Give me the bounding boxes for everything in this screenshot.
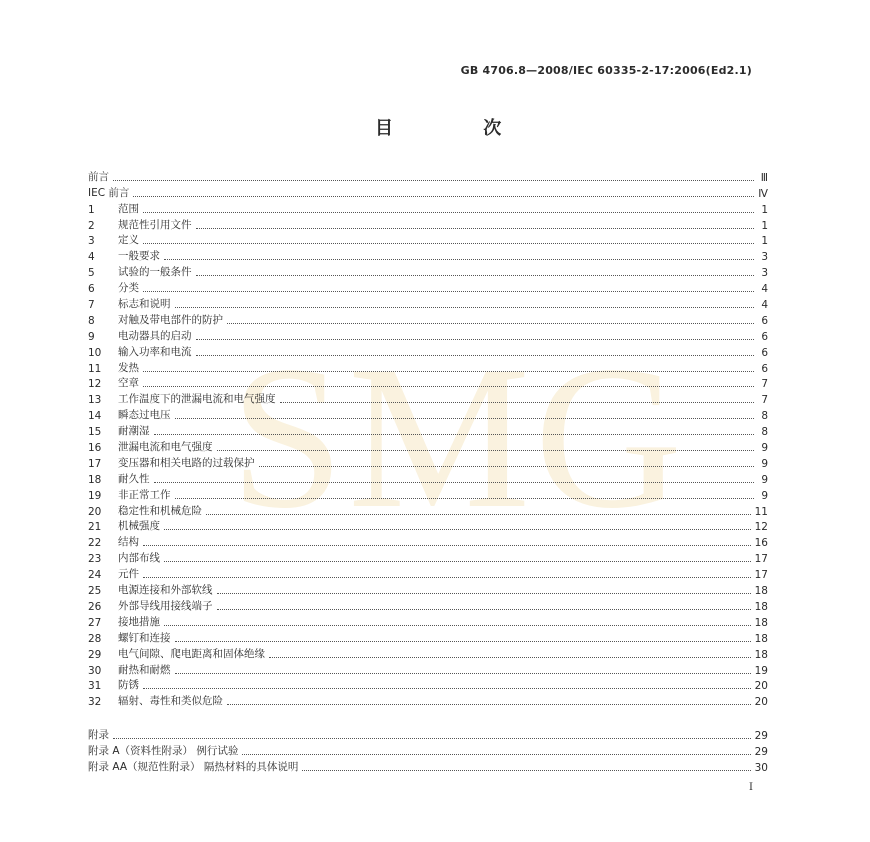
toc-leader-dots <box>143 545 751 546</box>
toc-entry-page: 18 <box>754 585 768 598</box>
toc-entry <box>88 390 768 406</box>
toc-entry-number: 19 <box>88 489 102 502</box>
toc-entry-label: 空章 <box>118 377 139 390</box>
toc-entry-number: 18 <box>88 473 102 486</box>
toc-entry-page: Ⅲ <box>760 171 768 184</box>
toc-entry-number: 22 <box>88 537 102 550</box>
toc-entry <box>88 295 768 311</box>
toc-entry-page: 17 <box>754 569 768 582</box>
toc-entry-number: 17 <box>88 457 102 470</box>
table-of-contents <box>88 168 768 774</box>
toc-entry-page: 4 <box>761 299 768 312</box>
toc-entry-number: 28 <box>88 632 102 645</box>
toc-leader-dots <box>143 577 751 578</box>
toc-entry <box>88 406 768 422</box>
toc-entry <box>88 518 768 534</box>
toc-entry <box>88 742 768 758</box>
toc-appendices <box>88 726 768 774</box>
toc-leader-dots <box>227 323 754 324</box>
toc-entry-page: Ⅳ <box>758 187 768 200</box>
toc-entry-label: 外部导线用接线端子 <box>118 599 213 612</box>
toc-entry-number: 13 <box>88 394 102 407</box>
toc-leader-dots <box>217 593 751 594</box>
toc-entry-number: 1 <box>88 203 95 216</box>
toc-entry-page: 18 <box>754 600 768 613</box>
toc-entry-number: 21 <box>88 521 102 534</box>
toc-entry-label: 耐潮湿 <box>118 425 150 438</box>
toc-leader-dots <box>154 482 755 483</box>
toc-entry-number: 31 <box>88 680 102 693</box>
toc-entry-page: 6 <box>761 330 768 343</box>
toc-entry-page: 18 <box>754 616 768 629</box>
toc-entry-number: 2 <box>88 219 95 232</box>
standard-number-header: GB 4706.8—2008/IEC 60335-2-17:2006(Ed2.1) <box>460 64 752 77</box>
toc-leader-dots <box>206 514 751 515</box>
toc-entry-label: 范围 <box>118 202 139 215</box>
toc-entry-page: 9 <box>761 442 768 455</box>
toc-entry <box>88 311 768 327</box>
toc-entry-label: 定义 <box>118 234 139 247</box>
toc-leader-dots <box>154 434 755 435</box>
toc-entry-page: 18 <box>754 648 768 661</box>
toc-entry-label: 变压器和相关电路的过载保护 <box>118 456 255 469</box>
toc-entry-number: 10 <box>88 346 102 359</box>
toc-leader-dots <box>227 704 751 705</box>
toc-entry <box>88 247 768 263</box>
toc-front-matter <box>88 168 768 200</box>
toc-entry <box>88 726 768 742</box>
toc-entry <box>88 758 768 774</box>
toc-entry-page: 18 <box>754 632 768 645</box>
toc-entry-label: 接地措施 <box>118 615 160 628</box>
toc-leader-dots <box>143 243 754 244</box>
toc-entry <box>88 232 768 248</box>
toc-entry-page: 6 <box>761 314 768 327</box>
toc-entry-number: 7 <box>88 299 95 312</box>
toc-entry-page: 6 <box>761 362 768 375</box>
toc-entry-label: 对触及带电部件的防护 <box>118 313 223 326</box>
toc-leader-dots <box>164 625 751 626</box>
toc-entry-label: 耐久性 <box>118 472 150 485</box>
toc-leader-dots <box>143 688 751 689</box>
toc-entry-number: 26 <box>88 600 102 613</box>
toc-entry <box>88 200 768 216</box>
toc-leader-dots <box>217 609 751 610</box>
toc-entry-number: 20 <box>88 505 102 518</box>
toc-leader-dots <box>143 386 754 387</box>
toc-entry-page: 20 <box>754 680 768 693</box>
toc-entry-label: 工作温度下的泄漏电流和电气强度 <box>118 393 276 406</box>
toc-leader-dots <box>242 754 750 755</box>
toc-entry-number: 6 <box>88 283 95 296</box>
toc-entry-page: 3 <box>761 267 768 280</box>
toc-entry <box>88 327 768 343</box>
toc-leader-dots <box>164 561 751 562</box>
toc-entry-label: 附录 A（资料性附录） 例行试验 <box>88 745 239 758</box>
toc-entry-label: 元件 <box>118 568 139 581</box>
toc-entry-page: 3 <box>761 251 768 264</box>
toc-entry <box>88 692 768 708</box>
toc-entry-page: 8 <box>761 410 768 423</box>
toc-entry-page: 29 <box>754 730 768 743</box>
toc-entry-number: 25 <box>88 585 102 598</box>
watermark: SMG <box>230 324 687 551</box>
toc-entry <box>88 486 768 502</box>
toc-entry-number: 16 <box>88 442 102 455</box>
toc-entry-label: 电源连接和外部软线 <box>118 584 213 597</box>
toc-leader-dots <box>164 529 751 530</box>
toc-entry-label: 标志和说明 <box>118 298 171 311</box>
toc-entry-number: 4 <box>88 251 95 264</box>
toc-entry-label: 耐热和耐燃 <box>118 663 171 676</box>
toc-entry-page: 1 <box>761 235 768 248</box>
toc-leader-dots <box>196 275 755 276</box>
page-number: Ⅰ <box>749 782 753 793</box>
toc-entry-number: 12 <box>88 378 102 391</box>
toc-entry <box>88 565 768 581</box>
toc-entry-page: 17 <box>754 553 768 566</box>
toc-entry-number: 14 <box>88 410 102 423</box>
toc-entry-label: 附录 AA（规范性附录） 隔热材料的具体说明 <box>88 760 299 773</box>
toc-entry-number: 5 <box>88 267 95 280</box>
toc-entry-page: 1 <box>761 219 768 232</box>
toc-entry <box>88 613 768 629</box>
toc-entry <box>88 502 768 518</box>
toc-entry <box>88 533 768 549</box>
toc-entry-label: 一般要求 <box>118 250 160 263</box>
toc-entry-number: 23 <box>88 553 102 566</box>
toc-entry <box>88 216 768 232</box>
toc-entry-page: 7 <box>761 394 768 407</box>
toc-entry-number: 8 <box>88 314 95 327</box>
toc-entry-label: 非正常工作 <box>118 488 171 501</box>
toc-entry-label: 螺钉和连接 <box>118 631 171 644</box>
toc-entry-label: 结构 <box>118 536 139 549</box>
toc-entry-number: 24 <box>88 569 102 582</box>
toc-entry-label: 泄漏电流和电气强度 <box>118 441 213 454</box>
toc-entry <box>88 597 768 613</box>
toc-gap <box>88 708 768 726</box>
toc-leader-dots <box>164 259 754 260</box>
toc-entry <box>88 168 768 184</box>
toc-entry <box>88 661 768 677</box>
toc-entry-number: 29 <box>88 648 102 661</box>
toc-leader-dots <box>196 339 755 340</box>
toc-entry <box>88 645 768 661</box>
toc-entry-page: 7 <box>761 378 768 391</box>
toc-leader-dots <box>133 196 754 197</box>
toc-leader-dots <box>175 673 751 674</box>
toc-entry-page: 16 <box>754 537 768 550</box>
toc-clauses <box>88 200 768 709</box>
toc-entry-label: 机械强度 <box>118 520 160 533</box>
toc-entry-label: 稳定性和机械危险 <box>118 504 202 517</box>
toc-entry-page: 30 <box>754 761 768 774</box>
toc-entry-label: 前言 <box>88 170 109 183</box>
toc-entry-page: 6 <box>761 346 768 359</box>
toc-entry-page: 12 <box>754 521 768 534</box>
toc-entry-page: 19 <box>754 664 768 677</box>
toc-entry-label: 发热 <box>118 361 139 374</box>
toc-entry-number: 30 <box>88 664 102 677</box>
toc-leader-dots <box>269 657 751 658</box>
toc-entry <box>88 470 768 486</box>
toc-entry <box>88 422 768 438</box>
toc-entry <box>88 343 768 359</box>
toc-entry-page: 9 <box>761 473 768 486</box>
toc-entry-page: 29 <box>754 746 768 759</box>
toc-entry-label: 瞬态过电压 <box>118 409 171 422</box>
toc-entry-number: 15 <box>88 426 102 439</box>
toc-entry-label: 辐射、毒性和类似危险 <box>118 695 223 708</box>
toc-leader-dots <box>217 450 755 451</box>
toc-leader-dots <box>302 770 750 771</box>
toc-entry-label: 规范性引用文件 <box>118 218 192 231</box>
toc-entry <box>88 629 768 645</box>
toc-leader-dots <box>143 212 754 213</box>
toc-leader-dots <box>259 466 755 467</box>
toc-leader-dots <box>113 738 751 739</box>
toc-entry-page: 20 <box>754 696 768 709</box>
toc-entry <box>88 279 768 295</box>
toc-entry <box>88 263 768 279</box>
toc-entry <box>88 549 768 565</box>
toc-leader-dots <box>175 418 755 419</box>
toc-entry-label: 内部布线 <box>118 552 160 565</box>
toc-entry-page: 9 <box>761 457 768 470</box>
toc-leader-dots <box>196 355 755 356</box>
toc-entry-number: 9 <box>88 330 95 343</box>
toc-entry-label: 防锈 <box>118 679 139 692</box>
toc-leader-dots <box>143 291 754 292</box>
toc-entry-label: IEC 前言 <box>88 186 130 199</box>
toc-entry-label: 输入功率和电流 <box>118 345 192 358</box>
toc-entry-page: 1 <box>761 203 768 216</box>
toc-entry-label: 电动器具的启动 <box>118 329 192 342</box>
toc-entry <box>88 359 768 375</box>
toc-entry-number: 3 <box>88 235 95 248</box>
toc-leader-dots <box>280 402 755 403</box>
toc-entry-number: 27 <box>88 616 102 629</box>
toc-entry <box>88 677 768 693</box>
toc-entry-label: 试验的一般条件 <box>118 266 192 279</box>
toc-entry-page: 11 <box>754 505 768 518</box>
toc-entry <box>88 375 768 391</box>
toc-entry-page: 9 <box>761 489 768 502</box>
toc-leader-dots <box>175 307 755 308</box>
toc-entry <box>88 184 768 200</box>
toc-entry-page: 8 <box>761 426 768 439</box>
toc-leader-dots <box>196 228 755 229</box>
toc-leader-dots <box>113 180 754 181</box>
toc-entry-number: 32 <box>88 696 102 709</box>
toc-entry <box>88 581 768 597</box>
toc-leader-dots <box>175 641 751 642</box>
toc-leader-dots <box>175 498 755 499</box>
toc-entry <box>88 438 768 454</box>
page-title: 目 次 <box>375 118 544 139</box>
toc-entry <box>88 454 768 470</box>
toc-leader-dots <box>143 371 754 372</box>
toc-entry-label: 附录 <box>88 729 109 742</box>
toc-entry-label: 分类 <box>118 282 139 295</box>
toc-entry-label: 电气间隙、爬电距离和固体绝缘 <box>118 647 265 660</box>
toc-entry-page: 4 <box>761 283 768 296</box>
toc-entry-number: 11 <box>88 362 102 375</box>
